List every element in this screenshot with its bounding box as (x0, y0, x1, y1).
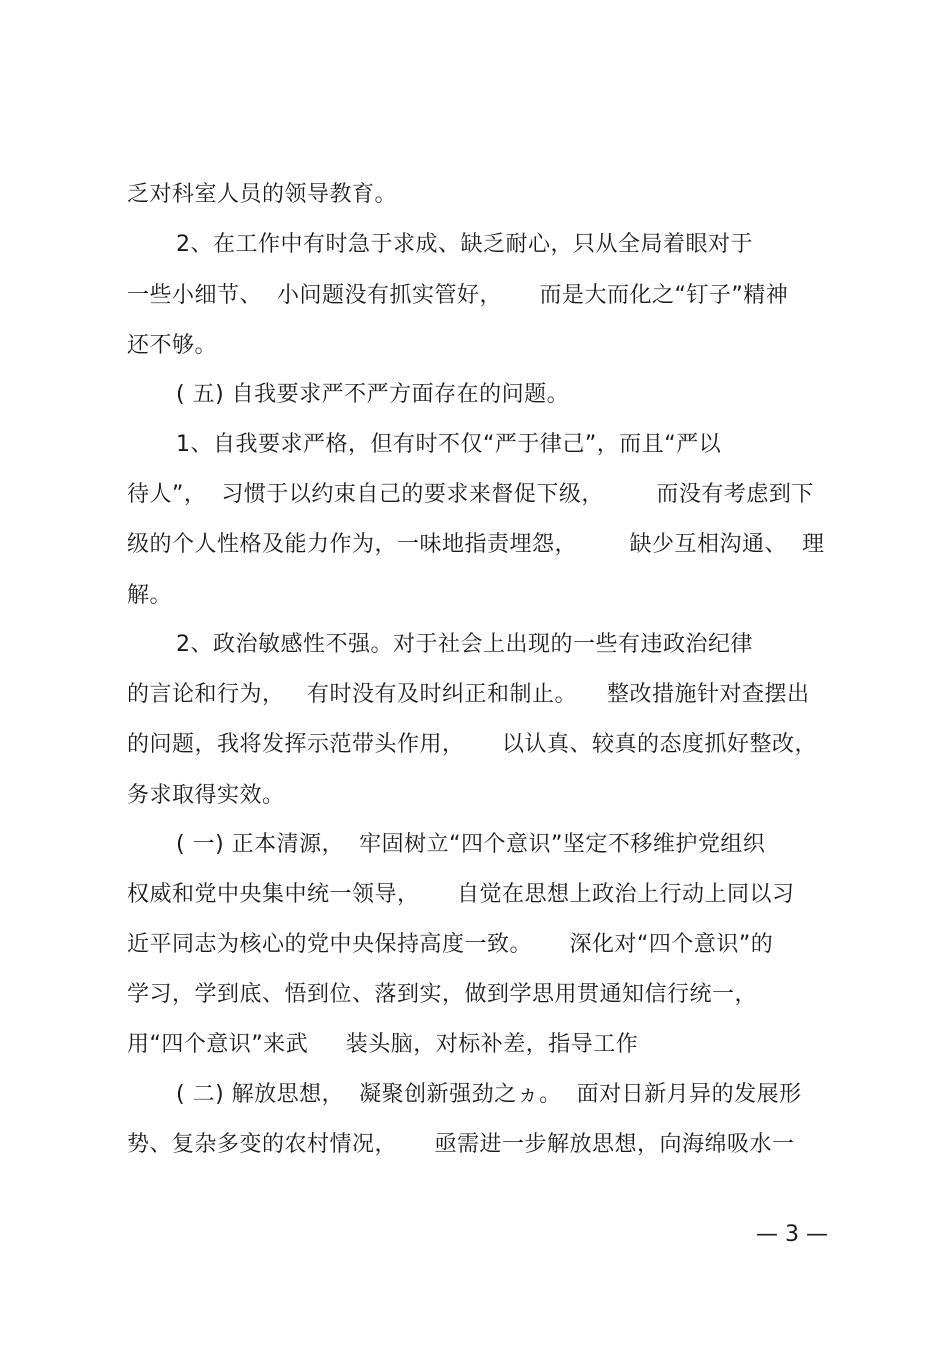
text-line: 1、自我要求严格，但有时不仅“严于律己”，而且“严以 (176, 432, 722, 457)
text-line: 用“四个意识”来武 装头脑，对标补差，指导工作 (127, 1032, 639, 1057)
text-line: 势、复杂多变的农村情况， 亟需进一步解放思想，向海绵吸水一 (127, 1132, 795, 1157)
text-line: 解。 (127, 583, 173, 608)
section-heading: ( 一) 正本清源， 牢固树立“四个意识”坚定不移维护党组织 (176, 832, 766, 857)
text-line: 乏对科室人员的领导教育。 (127, 182, 398, 207)
page-number: — 3 — (756, 1222, 828, 1247)
text-line: 待人”， 习惯于以约束自己的要求来督促下级， 而没有考虑到下 (127, 482, 814, 507)
text-line: 权威和党中央集中统一领导， 自觉在思想上政治上行动上同以习 (127, 882, 795, 907)
text-line: 近平同志为核心的党中央保持高度一致。 深化对“四个意识”的 (127, 932, 774, 957)
text-line: 2、在工作中有时急于求成、缺乏耐心，只从全局着眼对于 (176, 232, 753, 257)
text-line: 一些小细节、 小问题没有抓实管好， 而是大而化之“钉子”精神 (127, 283, 789, 308)
text-line: 的问题，我将发挥示范带头作用， 以认真、较真的态度抓好整改， (127, 732, 817, 757)
text-line: 的言论和行为， 有时没有及时纠正和制止。 整改措施针对查摆出 (127, 682, 810, 707)
text-line: 2、政治敏感性不强。对于社会上出现的一些有违政治纪律 (176, 632, 753, 657)
section-heading: ( 五) 自我要求严不严方面存在的问题。 (176, 382, 570, 407)
section-heading: ( 二) 解放思想， 凝聚创新强劲之ヵ。 面对日新月异的发展形 (176, 1082, 802, 1107)
text-line: 还不够。 (127, 333, 218, 358)
text-line: 学习，学到底、悟到位、落到实，做到学思用贯通知信行统一， (127, 982, 758, 1007)
text-line: 级的个人性格及能力作为，一味地指责埋怨， 缺少互相沟通、 理 (127, 532, 825, 557)
text-line: 务求取得实效。 (127, 783, 285, 808)
